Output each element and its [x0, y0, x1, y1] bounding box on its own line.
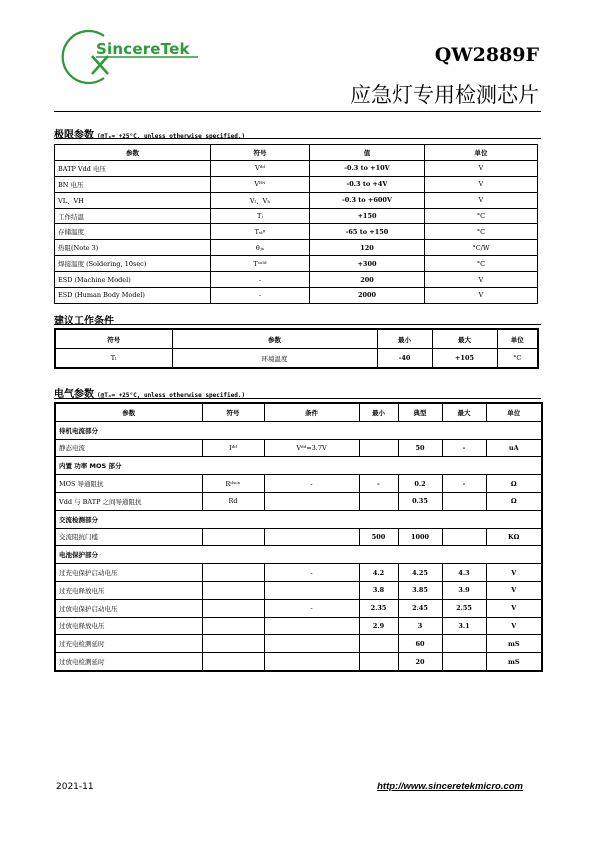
- table-row: [55, 272, 538, 288]
- column-header: 符号: [55, 329, 172, 349]
- column-header: 条件: [264, 403, 359, 421]
- table-cell: [264, 492, 359, 510]
- table-cell: V: [425, 192, 538, 208]
- table-cell: Vᴮᴺ: [211, 176, 310, 192]
- table-cell: 过放电保护启动电压: [55, 599, 202, 617]
- table-cell: +300: [310, 256, 425, 272]
- column-header: 符号: [211, 145, 310, 161]
- table-cell: 2.45: [398, 599, 442, 617]
- table-row: [55, 160, 538, 176]
- table-cell: Tₛₜᵍ: [211, 224, 310, 240]
- table-cell: Tⱼ: [211, 208, 310, 224]
- table-cell: V: [425, 272, 538, 288]
- table-cell: V: [425, 288, 538, 304]
- table-cell: 4.25: [398, 564, 442, 582]
- table-cell: VL、VH: [55, 192, 211, 208]
- table-cell: °C: [497, 349, 538, 369]
- table-cell: °C: [425, 256, 538, 272]
- footer-website-link[interactable]: http://www.sinceretekmicro.com: [377, 781, 523, 792]
- part-number: QW2889F: [434, 44, 539, 66]
- footer-date: 2021-11: [56, 782, 94, 792]
- table-row: [55, 256, 538, 272]
- table-cell: 3.8: [359, 581, 398, 599]
- table-row: [55, 192, 538, 208]
- table-cell: 2.9: [359, 617, 398, 635]
- table-row: [55, 617, 542, 635]
- table-cell: 500: [359, 528, 398, 546]
- table-cell: [359, 635, 398, 653]
- group-row: [55, 457, 542, 475]
- table-cell: mS: [486, 635, 542, 653]
- table-cell: [442, 653, 486, 671]
- table-row: [55, 224, 538, 240]
- table-cell: MOS 导通阻抗: [55, 475, 202, 493]
- table-cell: 过充电保护启动电压: [55, 564, 202, 582]
- recommended-title: 建议工作条件: [54, 316, 114, 327]
- table-row: [55, 653, 542, 671]
- table-cell: θⱼₐ: [211, 240, 310, 256]
- table-row: [55, 635, 542, 653]
- table-row: [55, 564, 542, 582]
- column-header: 最大: [432, 329, 497, 349]
- table-cell: -: [442, 439, 486, 457]
- abs-max-header-row: [55, 145, 538, 161]
- table-cell: [442, 635, 486, 653]
- table-cell: °C: [425, 208, 538, 224]
- table-cell: [359, 492, 398, 510]
- table-cell: [202, 653, 264, 671]
- table-cell: Rᵈˢᵒⁿ: [202, 475, 264, 493]
- table-cell: -0.3 to +10V: [310, 160, 425, 176]
- table-cell: 50: [398, 439, 442, 457]
- table-cell: 0.35: [398, 492, 442, 510]
- table-cell: [202, 635, 264, 653]
- table-cell: 交流阻抗门槛: [55, 528, 202, 546]
- column-header: 最小: [377, 329, 432, 349]
- table-row: [55, 581, 542, 599]
- table-cell: Vᵈᵈ: [211, 160, 310, 176]
- group-row: [55, 421, 542, 439]
- table-cell: V: [425, 160, 538, 176]
- electrical-divider: [54, 398, 541, 399]
- table-cell: -: [211, 288, 310, 304]
- column-header: 单位: [425, 145, 538, 161]
- table-cell: 过放电检测延时: [55, 653, 202, 671]
- table-cell: 120: [310, 240, 425, 256]
- table-cell: uA: [486, 439, 542, 457]
- table-cell: 存储温度: [55, 224, 211, 240]
- table-cell: Tₗ: [55, 349, 172, 369]
- page-subtitle: 应急灯专用检测芯片: [350, 83, 539, 107]
- table-cell: 60: [398, 635, 442, 653]
- recommended-header-row: [55, 329, 538, 349]
- table-row: [55, 240, 538, 256]
- table-cell: [442, 528, 486, 546]
- electrical-title: 电气参数: [54, 389, 94, 400]
- table-cell: 20: [398, 653, 442, 671]
- table-cell: Vdd 与 BATP 之间导通阻抗: [55, 492, 202, 510]
- table-cell: 2000: [310, 288, 425, 304]
- table-cell: 4.2: [359, 564, 398, 582]
- table-cell: 2.35: [359, 599, 398, 617]
- column-header: 值: [310, 145, 425, 161]
- group-row: [55, 510, 542, 528]
- table-cell: [264, 581, 359, 599]
- table-cell: -40: [377, 349, 432, 369]
- table-cell: -0.3 to +4V: [310, 176, 425, 192]
- table-cell: +150: [310, 208, 425, 224]
- table-cell: V: [486, 581, 542, 599]
- table-cell: [264, 528, 359, 546]
- table-row: [55, 288, 538, 304]
- table-cell: °C: [425, 224, 538, 240]
- table-cell: Ω: [486, 475, 542, 493]
- table-cell: Iᵈᵈ: [202, 439, 264, 457]
- table-cell: +105: [432, 349, 497, 369]
- header-divider: [54, 111, 541, 112]
- table-cell: -65 to +150: [310, 224, 425, 240]
- table-cell: [264, 617, 359, 635]
- table-cell: -: [359, 475, 398, 493]
- column-header: 符号: [202, 403, 264, 421]
- table-cell: Vᵈᵈ=3.7V: [264, 439, 359, 457]
- table-cell: [202, 581, 264, 599]
- table-cell: -: [264, 599, 359, 617]
- table-cell: [264, 653, 359, 671]
- column-header: 单位: [497, 329, 538, 349]
- table-cell: KΩ: [486, 528, 542, 546]
- column-header: 最小: [359, 403, 398, 421]
- abs-max-divider: [54, 138, 541, 139]
- recommended-table: [54, 328, 539, 369]
- table-cell: -: [442, 475, 486, 493]
- group-label: 待机电流部分: [55, 421, 542, 439]
- table-cell: [359, 653, 398, 671]
- table-cell: 0.2: [398, 475, 442, 493]
- electrical-table: [54, 402, 543, 672]
- table-cell: -0.3 to +600V: [310, 192, 425, 208]
- table-cell: 3.9: [442, 581, 486, 599]
- table-row: [55, 492, 542, 510]
- table-cell: V: [486, 564, 542, 582]
- table-cell: Tˢᵒˡᵈ: [211, 256, 310, 272]
- table-row: [55, 208, 538, 224]
- table-cell: V: [486, 617, 542, 635]
- table-cell: -: [264, 564, 359, 582]
- table-cell: -: [211, 272, 310, 288]
- group-label: 电池保护部分: [55, 546, 542, 564]
- table-cell: Rd: [202, 492, 264, 510]
- table-cell: 3.85: [398, 581, 442, 599]
- table-cell: 3: [398, 617, 442, 635]
- table-cell: 环境温度: [172, 349, 377, 369]
- table-cell: [202, 617, 264, 635]
- group-label: 交流检测部分: [55, 510, 542, 528]
- table-cell: [442, 492, 486, 510]
- table-cell: 热阻(Note 3): [55, 240, 211, 256]
- table-cell: BN 电压: [55, 176, 211, 192]
- table-cell: 1000: [398, 528, 442, 546]
- table-row: [55, 439, 542, 457]
- table-cell: 200: [310, 272, 425, 288]
- table-cell: [202, 528, 264, 546]
- recommended-divider: [54, 324, 541, 325]
- table-cell: [202, 599, 264, 617]
- column-header: 单位: [486, 403, 542, 421]
- table-cell: 静态电流: [55, 439, 202, 457]
- table-cell: ESD (Human Body Model): [55, 288, 211, 304]
- table-cell: ESD (Machine Model): [55, 272, 211, 288]
- table-cell: Vₗ、Vₕ: [211, 192, 310, 208]
- table-cell: -: [264, 475, 359, 493]
- column-header: 参数: [55, 403, 202, 421]
- table-cell: V: [425, 176, 538, 192]
- table-row: [55, 599, 542, 617]
- table-cell: Ω: [486, 492, 542, 510]
- table-cell: 2.55: [442, 599, 486, 617]
- table-cell: mS: [486, 653, 542, 671]
- column-header: 参数: [172, 329, 377, 349]
- table-row: [55, 176, 538, 192]
- column-header: 典型: [398, 403, 442, 421]
- table-cell: 3.1: [442, 617, 486, 635]
- table-cell: 4.3: [442, 564, 486, 582]
- table-cell: V: [486, 599, 542, 617]
- table-row: [55, 475, 542, 493]
- abs-max-title: 极限参数: [54, 130, 94, 141]
- table-cell: 焊接温度 (Soldering, 10sec): [55, 256, 211, 272]
- table-cell: 过放电释放电压: [55, 617, 202, 635]
- electrical-note: (@Tₐ= +25°C, unless otherwise specified.): [97, 392, 246, 399]
- table-cell: °C/W: [425, 240, 538, 256]
- brand-logo: [60, 26, 210, 88]
- column-header: 参数: [55, 145, 211, 161]
- abs-max-table: [54, 144, 538, 304]
- table-cell: [264, 635, 359, 653]
- table-cell: 工作结温: [55, 208, 211, 224]
- table-cell: 过充电检测延时: [55, 635, 202, 653]
- abs-max-note: (@Tₐ= +25°C, unless otherwise specified.): [97, 133, 246, 140]
- column-header: 最大: [442, 403, 486, 421]
- table-cell: 过充电释放电压: [55, 581, 202, 599]
- table-row: [55, 528, 542, 546]
- group-label: 内置 功率 MOS 部分: [55, 457, 542, 475]
- table-cell: BATP Vdd 电压: [55, 160, 211, 176]
- table-cell: [202, 564, 264, 582]
- table-row: [55, 349, 538, 369]
- brand-name: SincereTek: [96, 40, 190, 58]
- group-row: [55, 546, 542, 564]
- table-cell: [359, 439, 398, 457]
- electrical-header-row: [55, 403, 542, 421]
